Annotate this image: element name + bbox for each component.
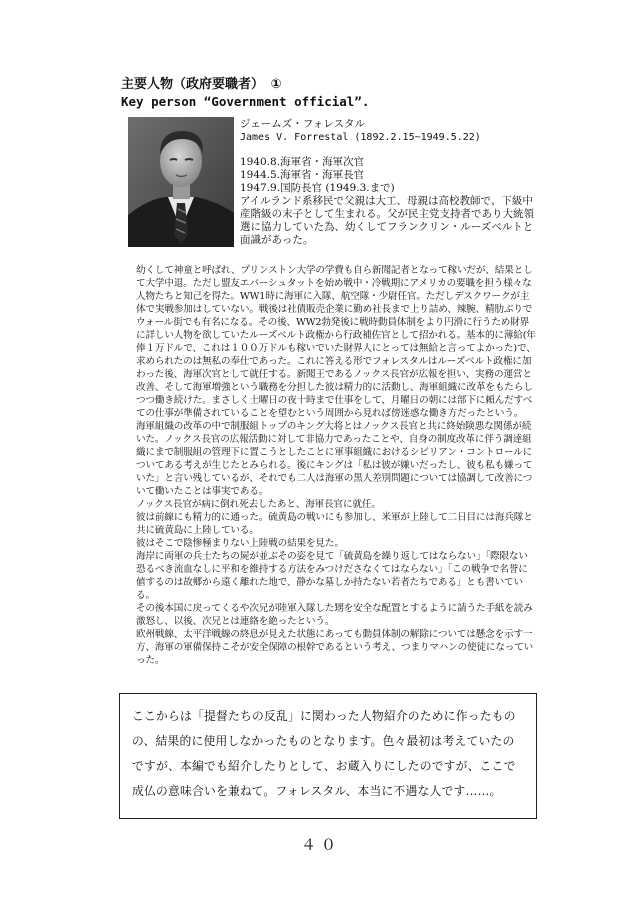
bio-paragraph: ノックス長官が病に倒れ死去したあと、海軍長官に就任。: [136, 499, 381, 510]
bio-paragraph: 海軍組織の改革の中で制服組トップのキング大将とはノックス長官と共に終始険悪な関係が続いた。ノックス長官の広報活動に対して非協力であったことや、自身の制度改革に伴う調達組織にまで制服組の管理下に置こうとしたことに軍事組織におけるシビリアン・コントロールについてある考えが生じたとみられる。後にキングは「私は彼が嫌いだったし、彼も私も嫌っていた」と言い残しているが、それでも二人は海軍の黒人差別問題については協調して改善について働いたことは事実である。: [136, 421, 533, 497]
bio-paragraph: その後本国に戻ってくるや次兄が陸軍入隊した甥を安全な配置とするように請うた手紙を読み激怒し、以後、次兄とは連絡を絶ったという。: [136, 603, 533, 627]
page-number: ４０: [300, 836, 341, 854]
career-item: 1944.5.海軍省・海軍長官: [240, 169, 365, 181]
portrait-photo: [128, 117, 234, 247]
career-item: 1940.8.海軍省・海軍次官: [240, 156, 365, 168]
person-info: [240, 118, 540, 247]
bio-paragraph: 海岸に両軍の兵士たちの屍が並ぶその姿を見て「硫黄島を繰り返してはならない」「際限ない恐るべき流血なしに平和を維持する方法をみつけださなくてはならない」「この戦争で名誉に値するのは故郷から遠く離れた地で、静かな墓しか持たない若者たちである」とも書いている。: [136, 551, 528, 601]
section-title-en: Key person “Government official”.: [121, 94, 370, 109]
person-name-jp: ジェームズ・フォレスタル: [240, 118, 365, 130]
person-intro: アイルランド系移民で父親は大工、母親は高校教師で、下級中産階級の末子として生まれる。父が民主党支持者であり大統領選に協力していた為、幼くしてフランクリン・ルーズベルトと面識があった。: [240, 195, 534, 246]
bio-paragraph: 欧州戦線、太平洋戦線の終息が見えた状態にあっても動員体制の解除については懸念を示す一方、海軍の軍備保持こそが安全保障の根幹であるという考え、つまりマハンの使徒になっていった。: [136, 629, 534, 666]
author-note-box: [119, 693, 537, 819]
biography-text: [136, 264, 536, 667]
bio-paragraph: 彼は前線にも精力的に通った。硫黄島の戦いにも参加し、米軍が上陸して二日目には海兵隊と共に硫黄島に上陸している。: [136, 512, 533, 536]
bio-paragraph: 彼はそこで陰惨極まりない上陸戦の結果を見た。: [136, 538, 344, 549]
career-item: 1947.9.国防長官 (1949.3.まで): [240, 182, 395, 194]
person-name-en: James V. Forrestal (1892.2.15~1949.5.22): [240, 132, 481, 143]
bio-paragraph: 幼くして神童と呼ばれ、プリンストン大学の学費も自ら新聞記者となって稼いだが、結果として大学中退。ただし盟友エバーシュタットを始め戦中・冷戦期にアメリカの要職を担う様々な人物たちと知己を得た。WW1時に海軍に入隊、航空隊・少尉任官。ただしデスクワークが主体で実戦参加はしていない。戦後は社債販売企業に勤め社長まで上り詰め、辣腕、精肋ぶりでウォール街でも有名になる。その後、WW2勃発後に戦時動員体制をより円滑に行うため財界に詳しい人物を欲していたルーズベルト政権から行政補佐官として招かれる。基本的に薄給(年俸１万ドルで、これは１００万ドルも稼いでいた財界人にとっては無給と言ってよかった)で、求められたのは無私の奉仕であった。これに答える形でフォレスタルはルーズベルト政権に加わった後、海軍次官として就任する。新聞王であるノックス長官が広報を担い、実務の運営と改善、そして海軍増強という職務を分担した彼は精力的に活動し、海軍組織に改革をもたらしつつ働き続けた。まさしく土曜日の夜十時まで仕事をして、月曜日の朝には部下に頼んだすべての仕事が準備されていることを望むという周囲から見れば傍迷惑な働き方だったという。: [136, 265, 536, 419]
author-note-text: ここからは「提督たちの反乱」に関わった人物紹介のために作ったものの、結果的に使用しなかったものとなります。色々最初は考えていたのですが、本編でも紹介したりとして、お蔵入りにしたのですが、ここで成仏の意味合いを兼ねて。フォレスタル、本当に不遇な人です……。: [132, 709, 516, 798]
section-title-jp: 主要人物（政府要職者） ①: [121, 77, 282, 92]
